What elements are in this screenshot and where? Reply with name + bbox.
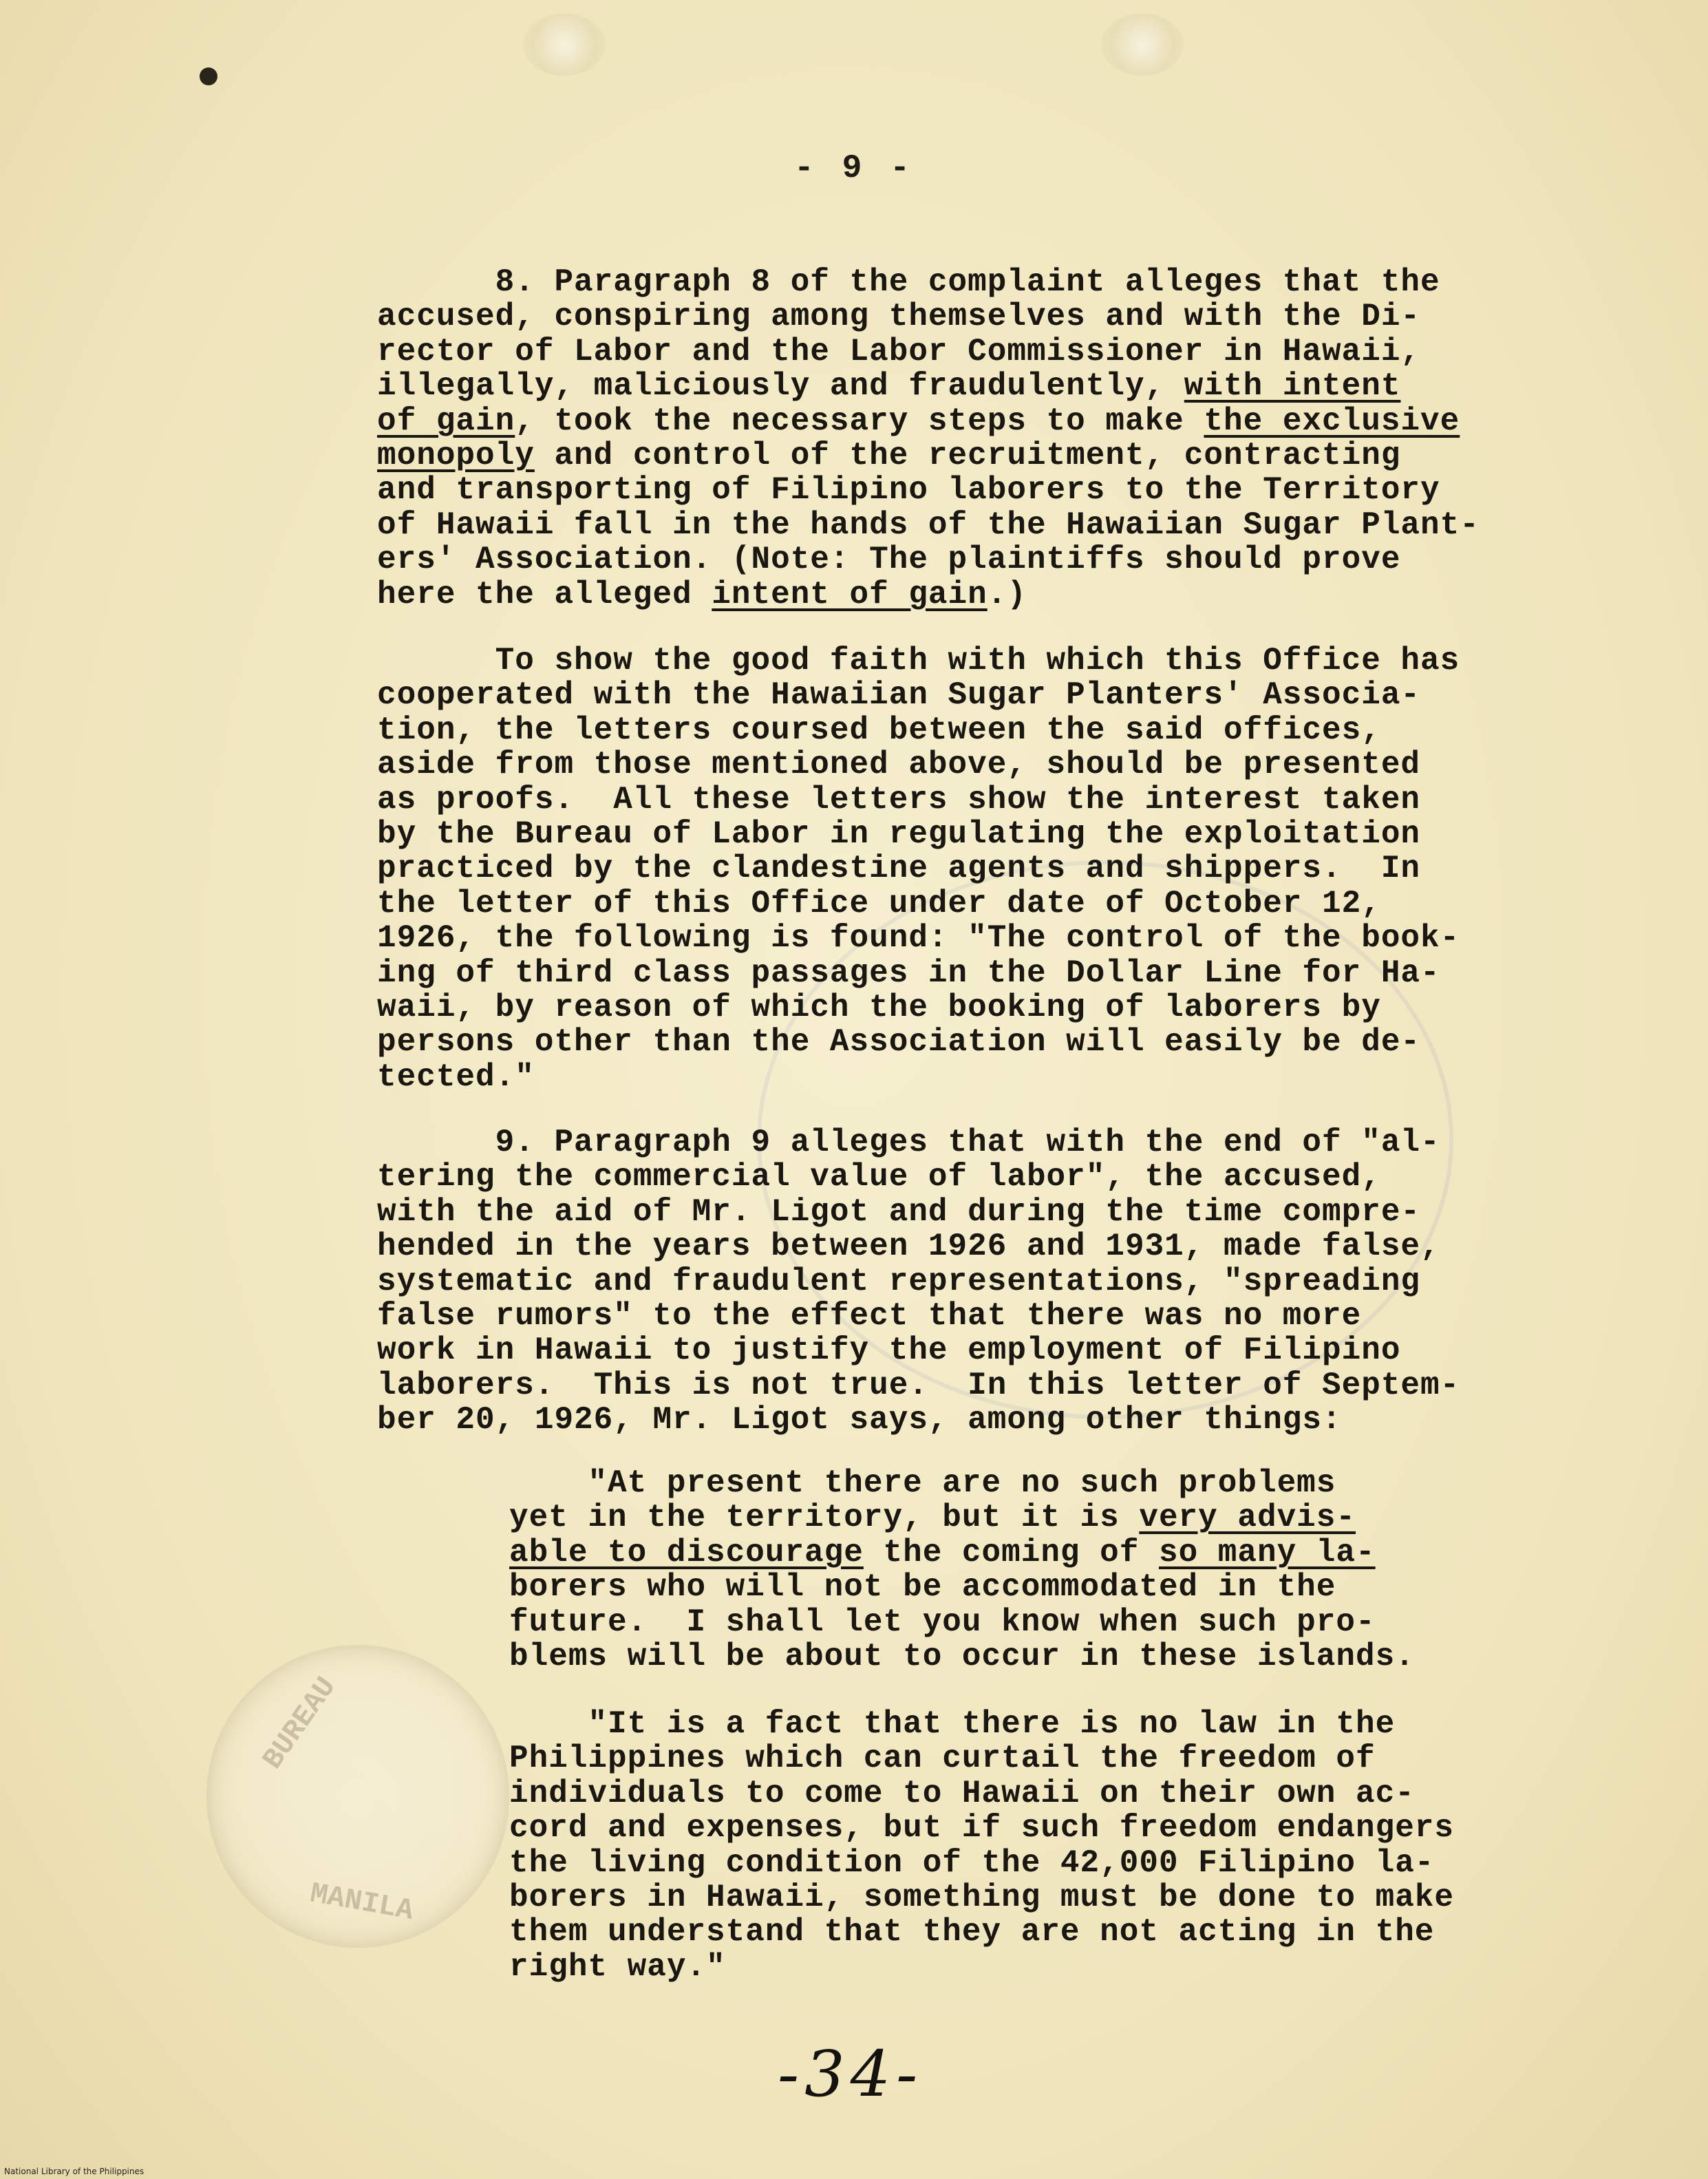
para-9-line: hended in the years between 1926 and 1931, made false, xyxy=(377,1229,1440,1265)
quote-2-line: cord and expenses, but if such freedom endangers xyxy=(509,1810,1455,1847)
quote-1-line xyxy=(509,1535,1376,1570)
good-faith-line: cooperated with the Hawaiian Sugar Planters' Associa- xyxy=(377,677,1421,714)
quote-1-line: "At present there are no such problems xyxy=(509,1465,1336,1501)
para-8-line: and transporting of Filipino laborers to the Territory xyxy=(377,472,1440,509)
page-number: - 9 - xyxy=(793,150,915,187)
handwritten-page-number: -34- xyxy=(778,2037,924,2111)
punch-hole-top-2 xyxy=(1101,14,1184,76)
good-faith-line: 1926, the following is found: "The control of the book- xyxy=(377,920,1460,957)
text-segment: .) xyxy=(987,576,1027,613)
para-9-line: 9. Paragraph 9 alleges that with the end of "al- xyxy=(377,1125,1440,1160)
para-9-line: systematic and fraudulent representations, "spreading xyxy=(377,1263,1421,1299)
underlined-phrase: the exclusive xyxy=(1204,403,1460,439)
para-8-line: 8. Paragraph 8 of the complaint alleges that the xyxy=(377,264,1440,300)
para-9-line: false rumors" to the effect that there was no more xyxy=(377,1298,1362,1334)
punch-hole-top-1 xyxy=(523,14,606,76)
underlined-phrase: of gain xyxy=(377,403,515,439)
quote-2-line: borers in Hawaii, something must be done to make xyxy=(509,1880,1455,1915)
underlined-phrase: so many la- xyxy=(1158,1534,1376,1571)
para-8-line xyxy=(377,577,1027,612)
quote-1-line xyxy=(509,1500,1356,1535)
para-8-line xyxy=(377,369,1400,403)
seal-text-bottom: MANILA xyxy=(307,1877,416,1928)
good-faith-line: tion, the letters coursed between the said offices, xyxy=(377,712,1381,748)
good-faith-line: aside from those mentioned above, should be presented xyxy=(377,747,1421,783)
good-faith-line: by the Bureau of Labor in regulating the exploitation xyxy=(377,816,1421,852)
text-segment: , took the necessary steps to make xyxy=(515,403,1204,439)
para-9-line: laborers. This is not true. In this letter of Septem- xyxy=(377,1367,1460,1403)
quote-2-line: the living condition of the 42,000 Filipino la- xyxy=(509,1845,1435,1881)
para-8-line xyxy=(377,404,1460,438)
seal-text-top: BUREAU xyxy=(256,1671,343,1776)
text-segment: and control of the recruitment, contracting xyxy=(534,438,1401,474)
para-9-line: ber 20, 1926, Mr. Ligot says, among other things: xyxy=(377,1402,1342,1438)
underlined-phrase: with intent xyxy=(1184,368,1401,405)
text-segment: here the alleged xyxy=(377,576,712,613)
para-8-line: of Hawaii fall in the hands of the Hawaiian Sugar Plant- xyxy=(377,507,1480,543)
para-9-line: work in Hawaii to justify the employment of Filipino xyxy=(377,1332,1401,1369)
quote-1-line: future. I shall let you know when such pro- xyxy=(509,1604,1376,1640)
quote-1-line: blems will be about to occur in these islands. xyxy=(509,1639,1415,1675)
quote-1-line: borers who will not be accommodated in the xyxy=(509,1569,1336,1606)
embossed-seal xyxy=(206,1645,509,1948)
para-8-line: accused, conspiring among themselves and with the Di- xyxy=(377,299,1421,335)
good-faith-line: the letter of this Office under date of October 12, xyxy=(377,885,1381,922)
underlined-phrase: intent of gain xyxy=(712,576,988,613)
good-faith-line: ing of third class passages in the Dollar Line for Ha- xyxy=(377,955,1440,991)
good-faith-line: To show the good faith with which this Office has xyxy=(377,643,1460,679)
footer-credit: National Library of the Philippines xyxy=(4,2167,145,2176)
underlined-phrase: very advis- xyxy=(1139,1500,1356,1536)
text-segment: yet in the territory, but it is xyxy=(509,1500,1140,1536)
good-faith-line: waii, by reason of which the booking of laborers by xyxy=(377,990,1381,1025)
para-8-line xyxy=(377,438,1400,473)
para-8-line: rector of Labor and the Labor Commissioner in Hawaii, xyxy=(377,333,1421,370)
text-segment: the coming of xyxy=(863,1534,1159,1571)
quote-2-line: "It is a fact that there is no law in the xyxy=(509,1706,1396,1742)
para-8-line: ers' Association. (Note: The plaintiffs should prove xyxy=(377,542,1401,578)
underlined-phrase: monopoly xyxy=(377,438,535,474)
para-9-line: with the aid of Mr. Ligot and during the time compre- xyxy=(377,1193,1421,1230)
underlined-phrase: able to discourage xyxy=(509,1534,864,1571)
quote-2-line: right way." xyxy=(509,1948,726,1985)
good-faith-line: persons other than the Association will easily be de- xyxy=(377,1024,1421,1061)
quote-2-line: them understand that they are not acting in the xyxy=(509,1914,1435,1951)
good-faith-line: as proofs. All these letters show the interest taken xyxy=(377,781,1421,818)
punch-hole-left xyxy=(200,67,217,85)
good-faith-line: practiced by the clandestine agents and shippers. In xyxy=(377,851,1421,887)
text-segment: illegally, maliciously and fraudulently, xyxy=(377,368,1184,405)
para-9-line: tering the commercial value of labor", the accused, xyxy=(377,1159,1381,1195)
quote-2-line: individuals to come to Hawaii on their own ac- xyxy=(509,1775,1415,1811)
good-faith-line: tected." xyxy=(377,1059,535,1095)
quote-2-line: Philippines which can curtail the freedom of xyxy=(509,1741,1376,1777)
